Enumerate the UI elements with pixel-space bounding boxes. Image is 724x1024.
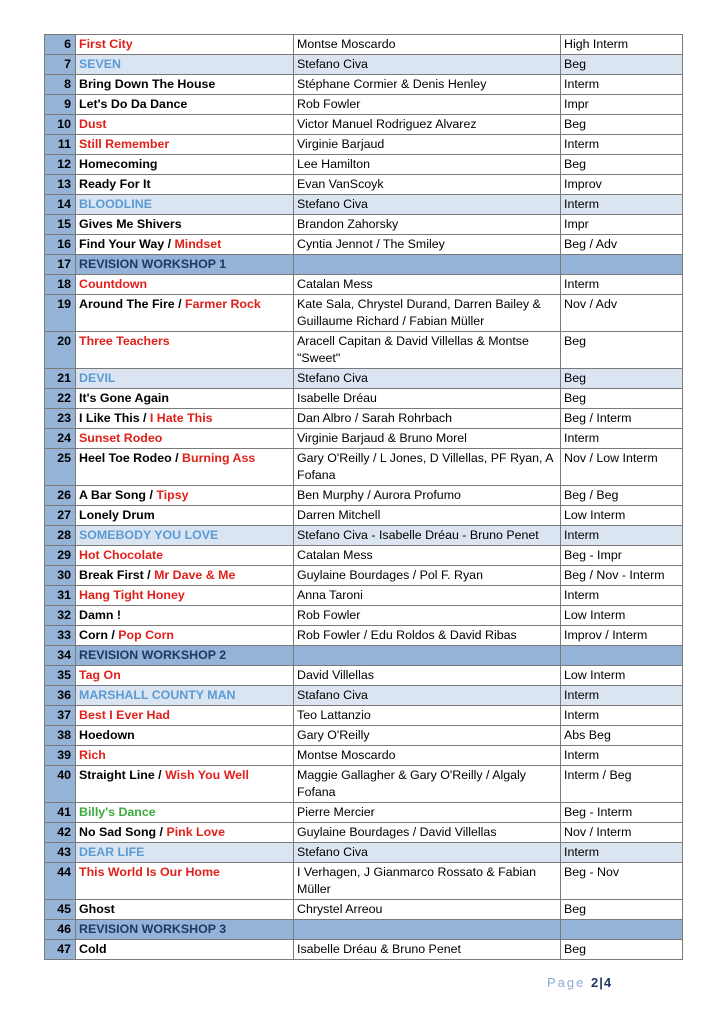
choreographer: Kate Sala, Chrystel Durand, Darren Bailey & Guillaume Richard / Fabian Müller <box>294 295 561 332</box>
row-number: 36 <box>45 686 76 706</box>
dance-title <box>76 526 294 546</box>
choreographer: David Villellas <box>294 666 561 686</box>
choreographer: Brandon Zahorsky <box>294 215 561 235</box>
level: Interm <box>561 75 683 95</box>
level: Impr <box>561 215 683 235</box>
level: Interm <box>561 135 683 155</box>
choreographer: Guylaine Bourdages / David Villellas <box>294 823 561 843</box>
choreographer <box>294 920 561 940</box>
dance-title <box>76 295 294 332</box>
table-row <box>45 920 683 940</box>
row-number: 24 <box>45 429 76 449</box>
dance-title-part: Pop Corn <box>118 628 175 642</box>
row-number: 12 <box>45 155 76 175</box>
level: Beg - Impr <box>561 546 683 566</box>
dance-title-part: Cold <box>79 942 107 956</box>
level: Abs Beg <box>561 726 683 746</box>
level: Beg <box>561 389 683 409</box>
choreographer <box>294 255 561 275</box>
choreographer: Stéphane Cormier & Denis Henley <box>294 75 561 95</box>
level: Beg <box>561 155 683 175</box>
choreographer: Virginie Barjaud <box>294 135 561 155</box>
row-number: 45 <box>45 900 76 920</box>
row-number: 42 <box>45 823 76 843</box>
row-number: 21 <box>45 369 76 389</box>
dance-title-part: Pink Love <box>166 825 225 839</box>
dance-title-part: I Like This / <box>79 411 150 425</box>
choreographer: Isabelle Dréau <box>294 389 561 409</box>
dance-title-part: Homecoming <box>79 157 158 171</box>
table-row <box>45 369 683 389</box>
dance-title-part: I Hate This <box>149 411 213 425</box>
level: Improv <box>561 175 683 195</box>
choreographer: Catalan Mess <box>294 275 561 295</box>
table-row <box>45 803 683 823</box>
dance-title <box>76 449 294 486</box>
row-number: 47 <box>45 940 76 960</box>
row-number: 37 <box>45 706 76 726</box>
dance-title-part: Straight Line / <box>79 768 166 782</box>
dance-title-part: Tipsy <box>156 488 189 502</box>
level: Improv / Interm <box>561 626 683 646</box>
choreographer: I Verhagen, J Gianmarco Rossato & Fabian Müller <box>294 863 561 900</box>
level: Interm <box>561 746 683 766</box>
choreographer: Teo Lattanzio <box>294 706 561 726</box>
table-row <box>45 940 683 960</box>
table-row <box>45 526 683 546</box>
row-number: 40 <box>45 766 76 803</box>
dance-title <box>76 566 294 586</box>
row-number: 8 <box>45 75 76 95</box>
level: Interm <box>561 843 683 863</box>
dance-title-part: Mr Dave & Me <box>154 568 236 582</box>
level: Interm <box>561 195 683 215</box>
table-row <box>45 429 683 449</box>
level: Interm <box>561 526 683 546</box>
level: Low Interm <box>561 606 683 626</box>
level: Low Interm <box>561 666 683 686</box>
level: Beg / Adv <box>561 235 683 255</box>
table-row <box>45 863 683 900</box>
row-number: 34 <box>45 646 76 666</box>
dance-title <box>76 255 294 275</box>
dance-title <box>76 389 294 409</box>
dance-title <box>76 332 294 369</box>
choreographer: Stefano Civa <box>294 843 561 863</box>
row-number: 25 <box>45 449 76 486</box>
choreographer: Gary O'Reilly / L Jones, D Villellas, PF Ryan, A Fofana <box>294 449 561 486</box>
dance-title <box>76 686 294 706</box>
dance-title <box>76 135 294 155</box>
choreographer: Rob Fowler <box>294 606 561 626</box>
choreographer: Guylaine Bourdages / Pol F. Ryan <box>294 566 561 586</box>
row-number: 6 <box>45 35 76 55</box>
level: Beg - Interm <box>561 803 683 823</box>
table-row <box>45 55 683 75</box>
choreographer: Isabelle Dréau & Bruno Penet <box>294 940 561 960</box>
dance-title-part: REVISION WORKSHOP 3 <box>79 922 227 936</box>
row-number: 31 <box>45 586 76 606</box>
table-row <box>45 666 683 686</box>
choreographer: Stefano Civa <box>294 195 561 215</box>
dance-title-part: A Bar Song / <box>79 488 157 502</box>
choreographer: Catalan Mess <box>294 546 561 566</box>
level: Interm <box>561 275 683 295</box>
dance-title <box>76 155 294 175</box>
choreographer: Chrystel Arreou <box>294 900 561 920</box>
table-row <box>45 646 683 666</box>
table-row <box>45 115 683 135</box>
dance-title <box>76 726 294 746</box>
dance-title <box>76 35 294 55</box>
choreographer: Evan VanScoyk <box>294 175 561 195</box>
dance-title-part: Three Teachers <box>79 334 170 348</box>
dance-title-part: Corn / <box>79 628 119 642</box>
dance-title-part: SEVEN <box>79 57 122 71</box>
dance-title <box>76 626 294 646</box>
table-row <box>45 409 683 429</box>
dance-title <box>76 803 294 823</box>
level <box>561 920 683 940</box>
choreographer: Montse Moscardo <box>294 746 561 766</box>
table-row <box>45 449 683 486</box>
page-footer <box>547 975 612 990</box>
table-row <box>45 586 683 606</box>
table-row <box>45 546 683 566</box>
dance-list-table <box>44 34 683 960</box>
row-number: 44 <box>45 863 76 900</box>
dance-title-part: No Sad Song / <box>79 825 167 839</box>
table-row <box>45 746 683 766</box>
dance-title <box>76 429 294 449</box>
choreographer: Rob Fowler <box>294 95 561 115</box>
dance-title-part: Dust <box>79 117 107 131</box>
level: Beg - Nov <box>561 863 683 900</box>
choreographer: Dan Albro / Sarah Rohrbach <box>294 409 561 429</box>
level: Beg <box>561 55 683 75</box>
dance-title-part: Ghost <box>79 902 115 916</box>
choreographer: Cyntia Jennot / The Smiley <box>294 235 561 255</box>
table-row <box>45 766 683 803</box>
dance-title <box>76 843 294 863</box>
choreographer: Stefano Civa <box>294 369 561 389</box>
row-number: 46 <box>45 920 76 940</box>
dance-title-part: BLOODLINE <box>79 197 152 211</box>
dance-title <box>76 195 294 215</box>
level: Nov / Low Interm <box>561 449 683 486</box>
level: Beg <box>561 369 683 389</box>
dance-title-part: Mindset <box>174 237 222 251</box>
dance-title <box>76 546 294 566</box>
dance-title-part: Countdown <box>79 277 148 291</box>
choreographer: Stefano Civa - Isabelle Dréau - Bruno Penet <box>294 526 561 546</box>
table-row <box>45 843 683 863</box>
dance-title <box>76 586 294 606</box>
dance-title-part: It's Gone Again <box>79 391 169 405</box>
choreographer: Montse Moscardo <box>294 35 561 55</box>
dance-title-part: Hot Chocolate <box>79 548 163 562</box>
page-label: Page <box>547 975 586 990</box>
table-row <box>45 332 683 369</box>
choreographer: Virginie Barjaud & Bruno Morel <box>294 429 561 449</box>
dance-title <box>76 823 294 843</box>
choreographer <box>294 646 561 666</box>
dance-title <box>76 646 294 666</box>
row-number: 18 <box>45 275 76 295</box>
table-row <box>45 155 683 175</box>
table-row <box>45 175 683 195</box>
dance-title-part: Gives Me Shivers <box>79 217 182 231</box>
level: Beg <box>561 900 683 920</box>
row-number: 38 <box>45 726 76 746</box>
table-row <box>45 900 683 920</box>
dance-title <box>76 606 294 626</box>
table-row <box>45 255 683 275</box>
dance-title-part: Still Remember <box>79 137 170 151</box>
dance-title <box>76 409 294 429</box>
dance-title-part: Wish You Well <box>165 768 249 782</box>
dance-title-part: Tag On <box>79 668 121 682</box>
level: Nov / Interm <box>561 823 683 843</box>
dance-title <box>76 940 294 960</box>
level: Interm <box>561 586 683 606</box>
table-row <box>45 389 683 409</box>
dance-title-part: Find Your Way / <box>79 237 175 251</box>
dance-title-part: Bring Down The House <box>79 77 216 91</box>
dance-title-part: REVISION WORKSHOP 1 <box>79 257 227 271</box>
row-number: 32 <box>45 606 76 626</box>
dance-title-part: DEVIL <box>79 371 116 385</box>
dance-title-part: REVISION WORKSHOP 2 <box>79 648 227 662</box>
row-number: 7 <box>45 55 76 75</box>
row-number: 30 <box>45 566 76 586</box>
dance-title-part: Heel Toe Rodeo / <box>79 451 183 465</box>
row-number: 23 <box>45 409 76 429</box>
dance-title-part: Ready For It <box>79 177 151 191</box>
dance-title <box>76 75 294 95</box>
dance-title-part: Billy's <box>79 805 119 819</box>
row-number: 14 <box>45 195 76 215</box>
level: Beg <box>561 115 683 135</box>
choreographer: Lee Hamilton <box>294 155 561 175</box>
dance-title <box>76 746 294 766</box>
dance-title <box>76 766 294 803</box>
level: Beg / Nov - Interm <box>561 566 683 586</box>
row-number: 13 <box>45 175 76 195</box>
choreographer: Anna Taroni <box>294 586 561 606</box>
row-number: 22 <box>45 389 76 409</box>
row-number: 10 <box>45 115 76 135</box>
table-row <box>45 706 683 726</box>
dance-title <box>76 506 294 526</box>
row-number: 28 <box>45 526 76 546</box>
page-separator: | <box>599 975 604 990</box>
choreographer: Darren Mitchell <box>294 506 561 526</box>
choreographer: Gary O'Reilly <box>294 726 561 746</box>
level: Low Interm <box>561 506 683 526</box>
dance-title-part: SOMEBODY YOU LOVE <box>79 528 219 542</box>
dance-title-part: MARSHALL COUNTY MAN <box>79 688 236 702</box>
level: Beg <box>561 332 683 369</box>
dance-title <box>76 275 294 295</box>
level: Nov / Adv <box>561 295 683 332</box>
level: Impr <box>561 95 683 115</box>
page-total: 4 <box>603 975 613 990</box>
level <box>561 646 683 666</box>
dance-title-part: This World Is Our Home <box>79 865 220 879</box>
choreographer: Stafano Civa <box>294 686 561 706</box>
table-row <box>45 486 683 506</box>
dance-title <box>76 863 294 900</box>
level: Beg / Interm <box>561 409 683 429</box>
row-number: 35 <box>45 666 76 686</box>
dance-title-part: Rich <box>79 748 106 762</box>
table-row <box>45 275 683 295</box>
row-number: 20 <box>45 332 76 369</box>
dance-title-part: Burning Ass <box>182 451 256 465</box>
dance-title <box>76 95 294 115</box>
dance-title <box>76 920 294 940</box>
table-row <box>45 823 683 843</box>
level: Beg / Beg <box>561 486 683 506</box>
dance-title <box>76 215 294 235</box>
table-row <box>45 626 683 646</box>
row-number: 26 <box>45 486 76 506</box>
dance-title-part: Farmer Rock <box>185 297 261 311</box>
table-row <box>45 195 683 215</box>
row-number: 33 <box>45 626 76 646</box>
row-number: 15 <box>45 215 76 235</box>
dance-title <box>76 706 294 726</box>
dance-title-part: Dance <box>118 805 156 819</box>
choreographer: Stefano Civa <box>294 55 561 75</box>
row-number: 39 <box>45 746 76 766</box>
dance-title-part: Sunset Rodeo <box>79 431 163 445</box>
row-number: 17 <box>45 255 76 275</box>
table-row <box>45 566 683 586</box>
table-row <box>45 235 683 255</box>
table-row <box>45 506 683 526</box>
dance-title-part: First City <box>79 37 133 51</box>
dance-title <box>76 235 294 255</box>
dance-title <box>76 175 294 195</box>
table-row <box>45 726 683 746</box>
table-row <box>45 686 683 706</box>
dance-title-part: Around The Fire / <box>79 297 186 311</box>
row-number: 16 <box>45 235 76 255</box>
dance-title <box>76 900 294 920</box>
table-row <box>45 75 683 95</box>
dance-title <box>76 666 294 686</box>
level: Beg <box>561 940 683 960</box>
page-current: 2 <box>591 975 600 990</box>
table-row <box>45 215 683 235</box>
dance-title <box>76 55 294 75</box>
level: Interm / Beg <box>561 766 683 803</box>
choreographer: Pierre Mercier <box>294 803 561 823</box>
dance-title-part: Damn ! <box>79 608 121 622</box>
dance-title-part: Best I Ever Had <box>79 708 170 722</box>
row-number: 19 <box>45 295 76 332</box>
dance-rows <box>45 35 683 960</box>
table-row <box>45 606 683 626</box>
table-row <box>45 35 683 55</box>
dance-title <box>76 115 294 135</box>
dance-title-part: Hoedown <box>79 728 135 742</box>
choreographer: Victor Manuel Rodriguez Alvarez <box>294 115 561 135</box>
level: Interm <box>561 686 683 706</box>
level: Interm <box>561 429 683 449</box>
row-number: 41 <box>45 803 76 823</box>
dance-title-part: Hang Tight Honey <box>79 588 185 602</box>
row-number: 29 <box>45 546 76 566</box>
row-number: 27 <box>45 506 76 526</box>
dance-title-part: Lonely Drum <box>79 508 155 522</box>
row-number: 43 <box>45 843 76 863</box>
dance-title <box>76 369 294 389</box>
table-row <box>45 135 683 155</box>
level: High Interm <box>561 35 683 55</box>
choreographer: Rob Fowler / Edu Roldos & David Ribas <box>294 626 561 646</box>
level <box>561 255 683 275</box>
choreographer: Ben Murphy / Aurora Profumo <box>294 486 561 506</box>
table-row <box>45 95 683 115</box>
dance-title-part: Let's Do Da Dance <box>79 97 188 111</box>
row-number: 9 <box>45 95 76 115</box>
row-number: 11 <box>45 135 76 155</box>
level: Interm <box>561 706 683 726</box>
table-row <box>45 295 683 332</box>
choreographer: Aracell Capitan & David Villellas & Montse "Sweet" <box>294 332 561 369</box>
choreographer: Maggie Gallagher & Gary O'Reilly / Algaly Fofana <box>294 766 561 803</box>
dance-title-part: Break First / <box>79 568 155 582</box>
dance-title <box>76 486 294 506</box>
dance-title-part: DEAR LIFE <box>79 845 145 859</box>
